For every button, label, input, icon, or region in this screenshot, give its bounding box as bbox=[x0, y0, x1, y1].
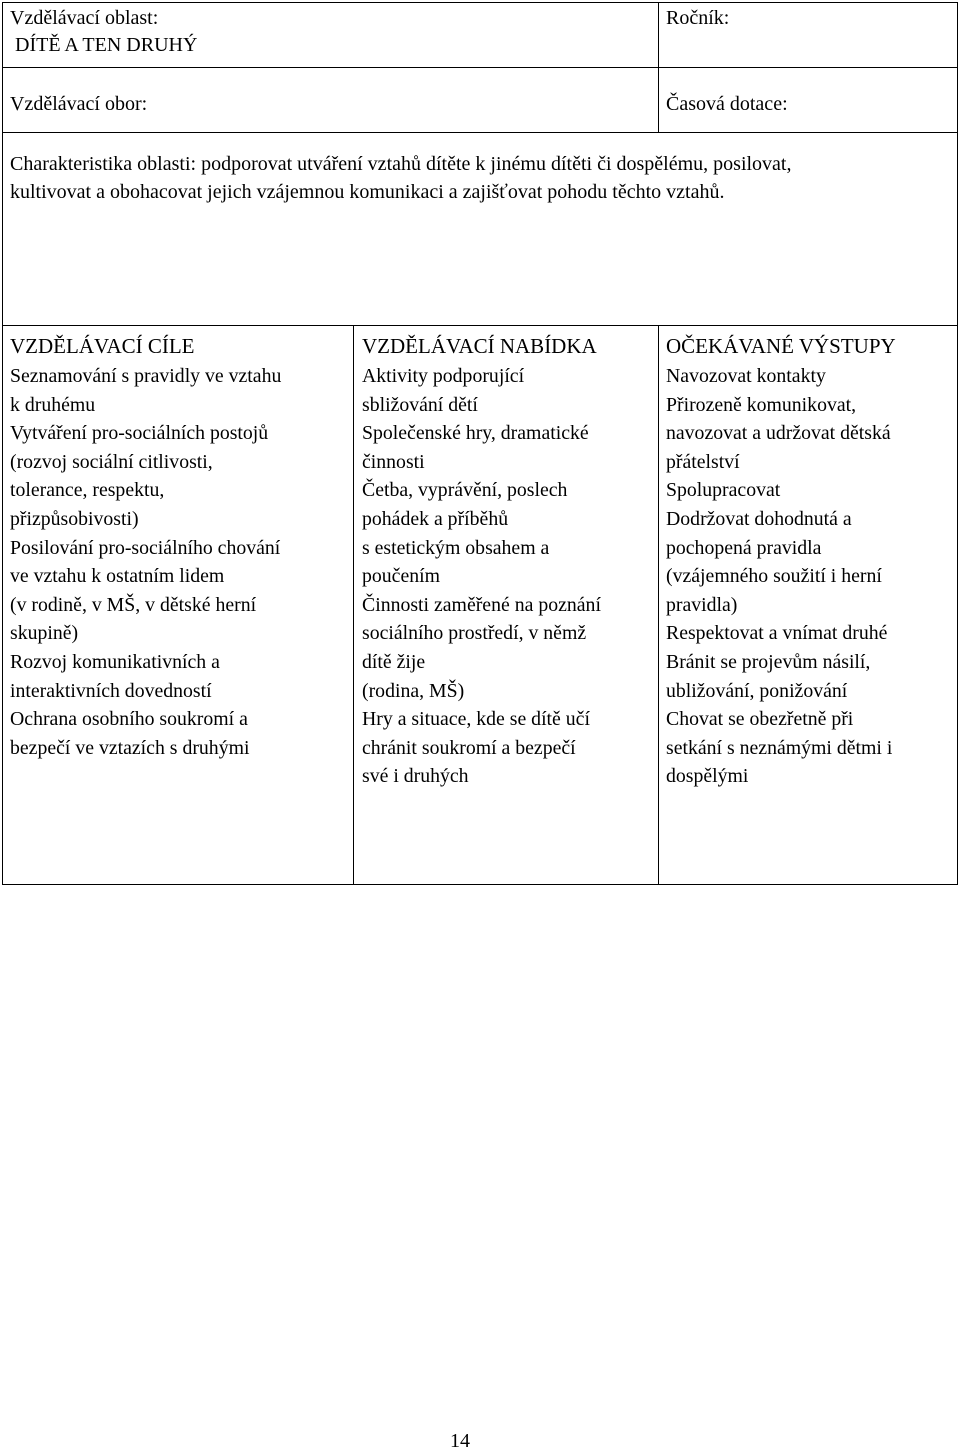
goal-line: (rozvoj sociální citlivosti, bbox=[10, 450, 213, 473]
output-line: navozovat a udržovat dětská bbox=[666, 422, 891, 445]
output-line: dospělými bbox=[666, 765, 749, 788]
goal-line: bezpečí ve vztazích s druhými bbox=[10, 736, 250, 759]
goal-line: skupině) bbox=[10, 622, 79, 645]
output-line: pravidla) bbox=[666, 593, 738, 616]
offer-line: Činnosti zaměřené na poznání bbox=[362, 593, 601, 616]
output-line: Navozovat kontakty bbox=[666, 365, 826, 387]
output-line: Respektovat a vnímat druhé bbox=[666, 622, 888, 645]
goal-line: Seznamování s pravidly ve vztahu bbox=[10, 365, 282, 387]
output-line: Přirozeně komunikovat, bbox=[666, 393, 857, 416]
goal-line: (v rodině, v MŠ, v dětské herní bbox=[10, 593, 257, 616]
field-label: Vzdělávací obor: bbox=[10, 93, 148, 115]
area-label: Vzdělávací oblast: bbox=[10, 7, 159, 29]
offer-line: Aktivity podporující bbox=[362, 365, 525, 387]
goal-line: interaktivních dovedností bbox=[10, 679, 212, 702]
output-line: Dodržovat dohodnutá a bbox=[666, 507, 852, 530]
goal-line: k druhému bbox=[10, 393, 96, 416]
offer-line: sociálního prostředí, v němž bbox=[362, 622, 587, 645]
page-number: 14 bbox=[450, 1430, 470, 1452]
time-label: Časová dotace: bbox=[666, 93, 788, 115]
offer-line: (rodina, MŠ) bbox=[362, 679, 465, 702]
offer-line: Četba, vyprávění, poslech bbox=[362, 479, 568, 502]
goal-line: ve vztahu k ostatním lidem bbox=[10, 565, 225, 588]
goal-line: Rozvoj komunikativních a bbox=[10, 650, 220, 673]
characteristic-line-2: kultivovat a obohacovat jejich vzájemnou komunikaci a zajišťovat pohodu těchto vztahů. bbox=[10, 181, 725, 203]
offer-line: poučením bbox=[362, 565, 441, 588]
offer-line: činnosti bbox=[362, 450, 425, 473]
goal-line: tolerance, respektu, bbox=[10, 479, 165, 502]
outputs-header: OČEKÁVANÉ VÝSTUPY bbox=[666, 334, 896, 358]
offer-line: pohádek a příběhů bbox=[362, 507, 509, 530]
offer-list bbox=[362, 362, 601, 791]
output-line: (vzájemného soužití i herní bbox=[666, 565, 882, 588]
goal-line: přizpůsobivosti) bbox=[10, 507, 139, 530]
output-line: Bránit se projevům násilí, bbox=[666, 650, 871, 673]
area-value: DÍTĚ A TEN DRUHÝ bbox=[10, 34, 198, 56]
output-line: Chovat se obezřetně při bbox=[666, 708, 854, 731]
goal-line: Ochrana osobního soukromí a bbox=[10, 708, 248, 731]
offer-line: dítě žije bbox=[362, 650, 426, 673]
offer-line: Hry a situace, kde se dítě učí bbox=[362, 708, 590, 731]
offer-line: sbližování dětí bbox=[362, 393, 478, 416]
goals-list bbox=[10, 362, 281, 762]
output-line: setkání s neznámými dětmi i bbox=[666, 736, 893, 759]
offer-header: VZDĚLÁVACÍ NABÍDKA bbox=[362, 334, 597, 358]
goal-line: Posilování pro-sociálního chování bbox=[10, 536, 281, 559]
offer-line: chránit soukromí a bezpečí bbox=[362, 736, 576, 759]
offer-line: s estetickým obsahem a bbox=[362, 536, 550, 559]
goals-header: VZDĚLÁVACÍ CÍLE bbox=[10, 334, 195, 358]
grade-label: Ročník: bbox=[666, 7, 730, 29]
goal-line: Vytváření pro-sociálních postojů bbox=[10, 422, 269, 445]
output-line: přátelství bbox=[666, 450, 740, 473]
output-line: Spolupracovat bbox=[666, 479, 781, 502]
offer-line: své i druhých bbox=[362, 765, 469, 788]
output-line: pochopená pravidla bbox=[666, 536, 822, 559]
outputs-list bbox=[666, 362, 892, 791]
characteristic-line-1: Charakteristika oblasti: podporovat utváření vztahů dítěte k jinému dítěti či dospělému, posilovat, bbox=[10, 153, 792, 175]
output-line: ubližování, ponižování bbox=[666, 679, 848, 702]
offer-line: Společenské hry, dramatické bbox=[362, 422, 589, 445]
